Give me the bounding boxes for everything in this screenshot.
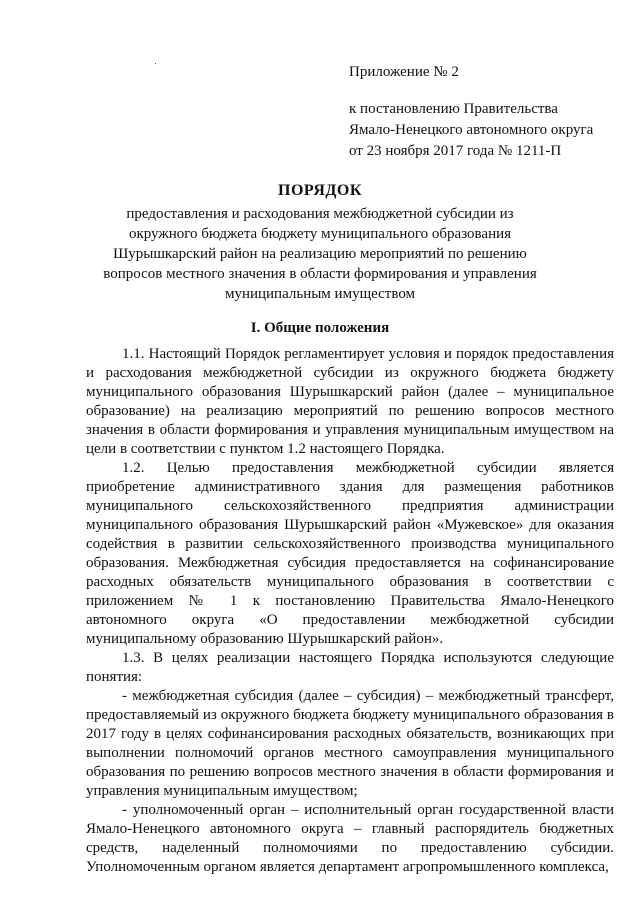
document-subtitle: предоставления и расходования межбюджетной субсидии из окружного бюджета бюджету муниципального образования Шурышкарский район на реализацию мероприятий по решению вопросов местного значения в области формирования и управления муниципальным имуществом (103, 206, 537, 302)
paragraph-1-3: 1.3. В целях реализации настоящего Порядка используются следующие понятия: (86, 650, 614, 685)
paragraph-1-2: 1.2. Целью предоставления межбюджетной субсидии является приобретение административного здания для размещения работников муниципального сельскохозяйственного предприятия администрации муниципального образования Шурышкарский район «Мужевское» для оказания содействия в развитии сельскохозяйственного производства муниципального образования. Межбюджетная субсидия предоставляется на софинансирование расходных обязательств муниципального образования в соответствии с приложением № 1 к постановлению Правительства Ямало-Ненецкого автономного округа «О предоставлении межбюджетной субсидии муниципальному образованию Шурышкарский район». (86, 460, 614, 647)
appendix-number: Приложение № 2 (349, 64, 459, 80)
definition-authorized-body: - уполномоченный орган – исполнительный орган государственной власти Ямало-Ненецкого автономного округа – главный распорядитель бюджетных средств, наделенный полномочиями по предоставлению субсидии. Уполномоченным органом является департамент агропромышленного комплекса, (86, 802, 614, 875)
appendix-government-line: Ямало-Ненецкого автономного округа (349, 122, 594, 138)
appendix-header (349, 62, 593, 162)
appendix-date-line: от 23 ноября 2017 года № 1211-П (349, 143, 562, 159)
scan-speck (155, 63, 156, 64)
appendix-resolution-line: к постановлению Правительства (349, 101, 558, 117)
section-heading: I. Общие положения (250, 320, 390, 336)
document-title: ПОРЯДОК (278, 182, 362, 199)
paragraph-1-1: 1.1. Настоящий Порядок регламентирует условия и порядок предоставления и расходования межбюджетной субсидии из окружного бюджета бюджету муниципального образования Шурышкарский район (далее – муниципальное образование) на реализацию мероприятий по решению вопросов местного значения в области формирования и управления муниципальным имуществом на цели в соответствии с пунктом 1.2 настоящего Порядка. (86, 346, 614, 457)
definition-subsidy: - межбюджетная субсидия (далее – субсидия) – межбюджетный трансферт, предоставляемый из окружного бюджета бюджету муниципального образования в 2017 году в целях софинансирования расходных обязательств, возникающих при выполнении полномочий органов местного самоуправления муниципального образования по решению вопросов местного значения в области формирования и управления муниципальным имуществом; (86, 688, 614, 799)
document-body (86, 345, 614, 877)
